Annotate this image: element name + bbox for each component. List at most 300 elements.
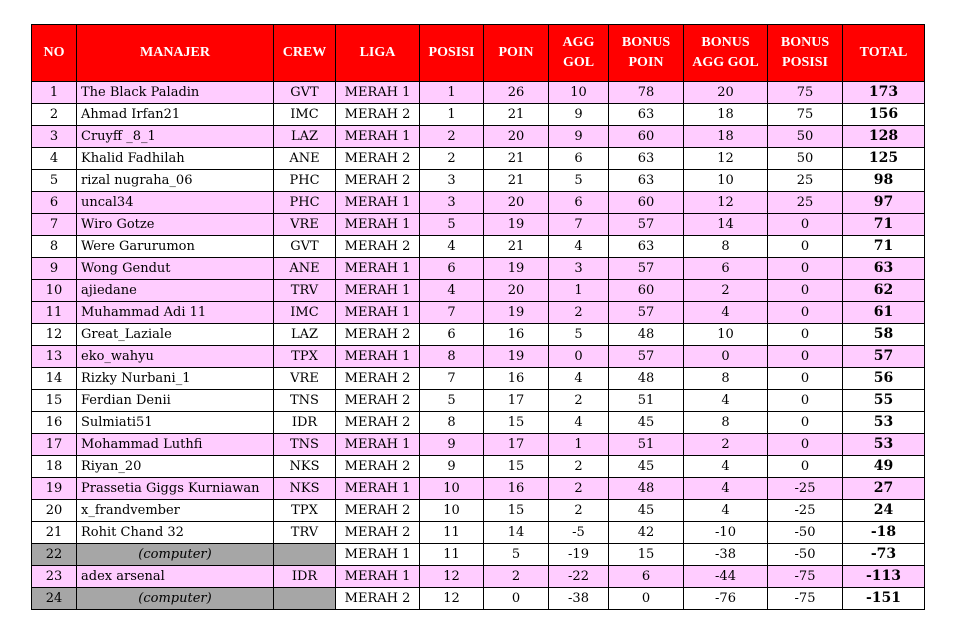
crew-cell: NKS: [274, 456, 336, 478]
bonus-poin-cell: 57: [609, 346, 684, 368]
total-cell: 53: [843, 434, 925, 456]
agg-gol-cell: -22: [549, 566, 609, 588]
liga-cell: MERAH 1: [336, 192, 420, 214]
table-row: [32, 214, 925, 236]
poin-cell: 17: [484, 390, 549, 412]
table-row: [32, 280, 925, 302]
posisi-cell: 2: [420, 126, 484, 148]
crew-cell: IDR: [274, 566, 336, 588]
poin-cell: 16: [484, 368, 549, 390]
manajer-cell: ajiedane: [77, 280, 274, 302]
posisi-cell: 1: [420, 82, 484, 104]
posisi-cell: 10: [420, 500, 484, 522]
posisi-cell: 7: [420, 368, 484, 390]
total-cell: -18: [843, 522, 925, 544]
no-cell: 21: [32, 522, 77, 544]
agg-gol-cell: 2: [549, 500, 609, 522]
total-cell: 173: [843, 82, 925, 104]
posisi-cell: 4: [420, 280, 484, 302]
posisi-cell: 12: [420, 566, 484, 588]
agg-gol-cell: -5: [549, 522, 609, 544]
liga-cell: MERAH 2: [336, 170, 420, 192]
total-cell: 128: [843, 126, 925, 148]
liga-cell: MERAH 1: [336, 126, 420, 148]
header-liga: LIGA: [336, 25, 420, 82]
liga-cell: MERAH 2: [336, 324, 420, 346]
bonus-agg-gol-cell: -44: [684, 566, 768, 588]
liga-cell: MERAH 1: [336, 434, 420, 456]
liga-cell: MERAH 1: [336, 544, 420, 566]
bonus-poin-cell: 42: [609, 522, 684, 544]
agg-gol-cell: 4: [549, 368, 609, 390]
manajer-cell: Wong Gendut: [77, 258, 274, 280]
no-cell: 8: [32, 236, 77, 258]
no-cell: 9: [32, 258, 77, 280]
agg-gol-cell: 2: [549, 456, 609, 478]
posisi-cell: 11: [420, 544, 484, 566]
poin-cell: 0: [484, 588, 549, 610]
table-row: [32, 236, 925, 258]
bonus-posisi-cell: -75: [768, 588, 843, 610]
no-cell: 22: [32, 544, 77, 566]
bonus-agg-gol-cell: 2: [684, 434, 768, 456]
no-cell: 13: [32, 346, 77, 368]
total-cell: 58: [843, 324, 925, 346]
bonus-agg-gol-cell: 18: [684, 104, 768, 126]
manajer-cell: Rizky Nurbani_1: [77, 368, 274, 390]
table-row: [32, 148, 925, 170]
liga-cell: MERAH 2: [336, 522, 420, 544]
total-cell: 53: [843, 412, 925, 434]
table-row: [32, 456, 925, 478]
agg-gol-cell: 5: [549, 170, 609, 192]
agg-gol-cell: 6: [549, 192, 609, 214]
table-row: [32, 412, 925, 434]
total-cell: 63: [843, 258, 925, 280]
liga-cell: MERAH 1: [336, 214, 420, 236]
bonus-posisi-cell: 0: [768, 302, 843, 324]
total-cell: 71: [843, 214, 925, 236]
bonus-posisi-cell: 0: [768, 214, 843, 236]
table-row: [32, 346, 925, 368]
bonus-posisi-cell: 50: [768, 126, 843, 148]
poin-cell: 17: [484, 434, 549, 456]
table-row: [32, 500, 925, 522]
bonus-posisi-cell: 0: [768, 456, 843, 478]
header-row: [32, 25, 925, 82]
bonus-posisi-cell: -25: [768, 478, 843, 500]
bonus-agg-gol-cell: 4: [684, 390, 768, 412]
liga-cell: MERAH 2: [336, 456, 420, 478]
bonus-poin-cell: 45: [609, 500, 684, 522]
agg-gol-cell: 1: [549, 434, 609, 456]
bonus-agg-gol-cell: 4: [684, 478, 768, 500]
header-total: TOTAL: [843, 25, 925, 82]
total-cell: 49: [843, 456, 925, 478]
bonus-agg-gol-cell: 12: [684, 192, 768, 214]
manajer-cell: uncal34: [77, 192, 274, 214]
poin-cell: 20: [484, 280, 549, 302]
posisi-cell: 1: [420, 104, 484, 126]
bonus-poin-cell: 0: [609, 588, 684, 610]
crew-cell: TNS: [274, 390, 336, 412]
manajer-cell: (computer): [77, 544, 274, 566]
poin-cell: 19: [484, 302, 549, 324]
bonus-poin-cell: 63: [609, 170, 684, 192]
bonus-posisi-cell: 0: [768, 434, 843, 456]
no-cell: 12: [32, 324, 77, 346]
standings-table: [31, 24, 925, 610]
bonus-poin-cell: 57: [609, 302, 684, 324]
bonus-posisi-cell: 75: [768, 104, 843, 126]
crew-cell: TPX: [274, 346, 336, 368]
table-row: [32, 368, 925, 390]
crew-cell: IMC: [274, 104, 336, 126]
bonus-agg-gol-cell: 20: [684, 82, 768, 104]
no-cell: 2: [32, 104, 77, 126]
bonus-posisi-cell: 50: [768, 148, 843, 170]
liga-cell: MERAH 1: [336, 280, 420, 302]
total-cell: -73: [843, 544, 925, 566]
bonus-poin-cell: 45: [609, 456, 684, 478]
no-cell: 6: [32, 192, 77, 214]
posisi-cell: 8: [420, 346, 484, 368]
liga-cell: MERAH 1: [336, 346, 420, 368]
agg-gol-cell: 2: [549, 302, 609, 324]
crew-cell: IDR: [274, 412, 336, 434]
total-cell: 27: [843, 478, 925, 500]
no-cell: 24: [32, 588, 77, 610]
header-bonus-poin: BONUS POIN: [609, 25, 684, 82]
poin-cell: 15: [484, 500, 549, 522]
agg-gol-cell: 6: [549, 148, 609, 170]
agg-gol-cell: 9: [549, 104, 609, 126]
crew-cell: ANE: [274, 148, 336, 170]
bonus-poin-cell: 63: [609, 148, 684, 170]
table-row: [32, 478, 925, 500]
manajer-cell: Khalid Fadhilah: [77, 148, 274, 170]
no-cell: 23: [32, 566, 77, 588]
table-row: [32, 324, 925, 346]
bonus-poin-cell: 48: [609, 478, 684, 500]
bonus-posisi-cell: 0: [768, 368, 843, 390]
poin-cell: 15: [484, 456, 549, 478]
bonus-agg-gol-cell: 4: [684, 500, 768, 522]
bonus-agg-gol-cell: 8: [684, 412, 768, 434]
no-cell: 10: [32, 280, 77, 302]
poin-cell: 14: [484, 522, 549, 544]
bonus-posisi-cell: 0: [768, 346, 843, 368]
agg-gol-cell: 9: [549, 126, 609, 148]
bonus-agg-gol-cell: 4: [684, 456, 768, 478]
poin-cell: 20: [484, 126, 549, 148]
table-row: [32, 104, 925, 126]
no-cell: 1: [32, 82, 77, 104]
agg-gol-cell: 1: [549, 280, 609, 302]
manajer-cell: (computer): [77, 588, 274, 610]
bonus-poin-cell: 57: [609, 258, 684, 280]
agg-gol-cell: 4: [549, 236, 609, 258]
liga-cell: MERAH 2: [336, 390, 420, 412]
crew-cell: LAZ: [274, 126, 336, 148]
crew-cell: ANE: [274, 258, 336, 280]
bonus-agg-gol-cell: 14: [684, 214, 768, 236]
manajer-cell: Ahmad Irfan21: [77, 104, 274, 126]
agg-gol-cell: 10: [549, 82, 609, 104]
crew-cell: [274, 588, 336, 610]
posisi-cell: 4: [420, 236, 484, 258]
agg-gol-cell: 3: [549, 258, 609, 280]
manajer-cell: rizal nugraha_06: [77, 170, 274, 192]
no-cell: 7: [32, 214, 77, 236]
poin-cell: 21: [484, 236, 549, 258]
no-cell: 18: [32, 456, 77, 478]
manajer-cell: Riyan_20: [77, 456, 274, 478]
no-cell: 11: [32, 302, 77, 324]
bonus-agg-gol-cell: 0: [684, 346, 768, 368]
no-cell: 5: [32, 170, 77, 192]
bonus-poin-cell: 15: [609, 544, 684, 566]
crew-cell: TNS: [274, 434, 336, 456]
total-cell: 61: [843, 302, 925, 324]
crew-cell: VRE: [274, 214, 336, 236]
total-cell: 56: [843, 368, 925, 390]
posisi-cell: 9: [420, 434, 484, 456]
bonus-agg-gol-cell: -76: [684, 588, 768, 610]
header-posisi: POSISI: [420, 25, 484, 82]
posisi-cell: 5: [420, 390, 484, 412]
bonus-agg-gol-cell: 18: [684, 126, 768, 148]
bonus-agg-gol-cell: -38: [684, 544, 768, 566]
crew-cell: IMC: [274, 302, 336, 324]
posisi-cell: 9: [420, 456, 484, 478]
crew-cell: [274, 544, 336, 566]
crew-cell: NKS: [274, 478, 336, 500]
bonus-poin-cell: 60: [609, 280, 684, 302]
bonus-poin-cell: 51: [609, 434, 684, 456]
total-cell: 98: [843, 170, 925, 192]
bonus-agg-gol-cell: 10: [684, 170, 768, 192]
liga-cell: MERAH 2: [336, 412, 420, 434]
posisi-cell: 5: [420, 214, 484, 236]
manajer-cell: Muhammad Adi 11: [77, 302, 274, 324]
table-row: [32, 258, 925, 280]
table-row: [32, 390, 925, 412]
liga-cell: MERAH 1: [336, 478, 420, 500]
posisi-cell: 3: [420, 192, 484, 214]
crew-cell: GVT: [274, 82, 336, 104]
table-row: [32, 302, 925, 324]
poin-cell: 20: [484, 192, 549, 214]
total-cell: 156: [843, 104, 925, 126]
manajer-cell: Ferdian Denii: [77, 390, 274, 412]
bonus-posisi-cell: -75: [768, 566, 843, 588]
poin-cell: 21: [484, 170, 549, 192]
manajer-cell: Mohammad Luthfi: [77, 434, 274, 456]
table-row: [32, 192, 925, 214]
table-row: [32, 126, 925, 148]
bonus-agg-gol-cell: 2: [684, 280, 768, 302]
agg-gol-cell: 4: [549, 412, 609, 434]
table-row: [32, 544, 925, 566]
table-row: [32, 522, 925, 544]
posisi-cell: 3: [420, 170, 484, 192]
bonus-poin-cell: 6: [609, 566, 684, 588]
manajer-cell: Were Garurumon: [77, 236, 274, 258]
poin-cell: 26: [484, 82, 549, 104]
poin-cell: 5: [484, 544, 549, 566]
header-manajer: MANAJER: [77, 25, 274, 82]
total-cell: 71: [843, 236, 925, 258]
bonus-posisi-cell: 0: [768, 390, 843, 412]
poin-cell: 19: [484, 258, 549, 280]
crew-cell: LAZ: [274, 324, 336, 346]
posisi-cell: 10: [420, 478, 484, 500]
bonus-poin-cell: 45: [609, 412, 684, 434]
crew-cell: VRE: [274, 368, 336, 390]
crew-cell: TRV: [274, 522, 336, 544]
bonus-posisi-cell: 0: [768, 324, 843, 346]
bonus-posisi-cell: -50: [768, 544, 843, 566]
table-row: [32, 82, 925, 104]
liga-cell: MERAH 2: [336, 104, 420, 126]
bonus-posisi-cell: 0: [768, 258, 843, 280]
bonus-poin-cell: 63: [609, 236, 684, 258]
poin-cell: 16: [484, 324, 549, 346]
posisi-cell: 11: [420, 522, 484, 544]
agg-gol-cell: -19: [549, 544, 609, 566]
manajer-cell: Cruyff _8_1: [77, 126, 274, 148]
bonus-posisi-cell: -50: [768, 522, 843, 544]
bonus-poin-cell: 63: [609, 104, 684, 126]
no-cell: 20: [32, 500, 77, 522]
total-cell: 57: [843, 346, 925, 368]
posisi-cell: 8: [420, 412, 484, 434]
total-cell: 97: [843, 192, 925, 214]
crew-cell: GVT: [274, 236, 336, 258]
manajer-cell: The Black Paladin: [77, 82, 274, 104]
bonus-poin-cell: 51: [609, 390, 684, 412]
table-row: [32, 434, 925, 456]
poin-cell: 15: [484, 412, 549, 434]
standings-body: [32, 82, 925, 610]
no-cell: 14: [32, 368, 77, 390]
bonus-poin-cell: 60: [609, 192, 684, 214]
bonus-agg-gol-cell: 8: [684, 368, 768, 390]
crew-cell: TRV: [274, 280, 336, 302]
bonus-poin-cell: 48: [609, 324, 684, 346]
total-cell: 62: [843, 280, 925, 302]
crew-cell: TPX: [274, 500, 336, 522]
liga-cell: MERAH 1: [336, 302, 420, 324]
bonus-agg-gol-cell: 4: [684, 302, 768, 324]
agg-gol-cell: 5: [549, 324, 609, 346]
manajer-cell: x_frandvember: [77, 500, 274, 522]
agg-gol-cell: 2: [549, 390, 609, 412]
header-poin: POIN: [484, 25, 549, 82]
bonus-poin-cell: 78: [609, 82, 684, 104]
liga-cell: MERAH 2: [336, 588, 420, 610]
agg-gol-cell: 7: [549, 214, 609, 236]
bonus-agg-gol-cell: 10: [684, 324, 768, 346]
agg-gol-cell: 0: [549, 346, 609, 368]
bonus-agg-gol-cell: -10: [684, 522, 768, 544]
poin-cell: 19: [484, 214, 549, 236]
poin-cell: 2: [484, 566, 549, 588]
manajer-cell: Great_Laziale: [77, 324, 274, 346]
posisi-cell: 6: [420, 324, 484, 346]
posisi-cell: 12: [420, 588, 484, 610]
manajer-cell: Wiro Gotze: [77, 214, 274, 236]
agg-gol-cell: -38: [549, 588, 609, 610]
bonus-poin-cell: 57: [609, 214, 684, 236]
no-cell: 19: [32, 478, 77, 500]
total-cell: 55: [843, 390, 925, 412]
header-bonus-posisi: BONUS POSISI: [768, 25, 843, 82]
crew-cell: PHC: [274, 192, 336, 214]
manajer-cell: eko_wahyu: [77, 346, 274, 368]
bonus-agg-gol-cell: 8: [684, 236, 768, 258]
header-no: NO: [32, 25, 77, 82]
liga-cell: MERAH 1: [336, 258, 420, 280]
liga-cell: MERAH 2: [336, 236, 420, 258]
manajer-cell: Prassetia Giggs Kurniawan: [77, 478, 274, 500]
bonus-posisi-cell: 0: [768, 280, 843, 302]
no-cell: 4: [32, 148, 77, 170]
no-cell: 3: [32, 126, 77, 148]
header-bonus-agg-gol: BONUS AGG GOL: [684, 25, 768, 82]
bonus-agg-gol-cell: 6: [684, 258, 768, 280]
no-cell: 15: [32, 390, 77, 412]
poin-cell: 16: [484, 478, 549, 500]
table-row: [32, 588, 925, 610]
poin-cell: 21: [484, 148, 549, 170]
total-cell: 24: [843, 500, 925, 522]
table-row: [32, 566, 925, 588]
no-cell: 17: [32, 434, 77, 456]
liga-cell: MERAH 1: [336, 82, 420, 104]
bonus-poin-cell: 60: [609, 126, 684, 148]
bonus-posisi-cell: 0: [768, 412, 843, 434]
liga-cell: MERAH 2: [336, 500, 420, 522]
agg-gol-cell: 2: [549, 478, 609, 500]
manajer-cell: Sulmiati51: [77, 412, 274, 434]
header-agg-gol: AGG GOL: [549, 25, 609, 82]
poin-cell: 19: [484, 346, 549, 368]
bonus-posisi-cell: 25: [768, 170, 843, 192]
poin-cell: 21: [484, 104, 549, 126]
posisi-cell: 6: [420, 258, 484, 280]
bonus-agg-gol-cell: 12: [684, 148, 768, 170]
table-row: [32, 170, 925, 192]
liga-cell: MERAH 2: [336, 148, 420, 170]
no-cell: 16: [32, 412, 77, 434]
bonus-posisi-cell: 0: [768, 236, 843, 258]
manajer-cell: adex arsenal: [77, 566, 274, 588]
manajer-cell: Rohit Chand 32: [77, 522, 274, 544]
bonus-posisi-cell: 75: [768, 82, 843, 104]
total-cell: -151: [843, 588, 925, 610]
posisi-cell: 2: [420, 148, 484, 170]
posisi-cell: 7: [420, 302, 484, 324]
total-cell: 125: [843, 148, 925, 170]
bonus-posisi-cell: -25: [768, 500, 843, 522]
bonus-posisi-cell: 25: [768, 192, 843, 214]
liga-cell: MERAH 1: [336, 566, 420, 588]
liga-cell: MERAH 2: [336, 368, 420, 390]
bonus-poin-cell: 48: [609, 368, 684, 390]
header-crew: CREW: [274, 25, 336, 82]
